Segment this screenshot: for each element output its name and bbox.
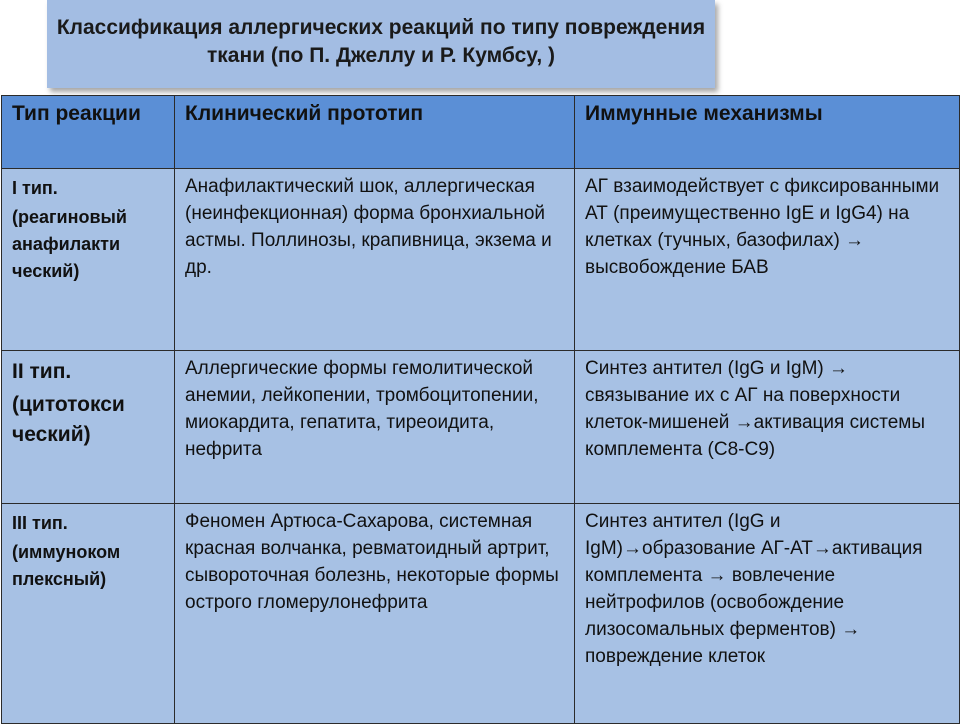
- type-name: (реагиновый анафилакти ческий): [12, 207, 127, 281]
- cell-type: [2, 351, 175, 504]
- mechanism-text: Синтез антител (IgG и IgM) → связывание их с АГ на поверхности клеток-мишеней →активация системы комплемента (С8-С9): [585, 358, 925, 460]
- cell-mechanism: [575, 169, 960, 351]
- type-number: I тип.: [12, 178, 58, 198]
- table-row: [2, 169, 960, 351]
- table-row: [2, 351, 960, 504]
- type-name: (иммуноком плексный): [12, 542, 121, 589]
- header-prototype: Клинический прототип: [175, 96, 575, 169]
- type-name: (цитотокси ческий): [12, 393, 125, 446]
- table-row: [2, 504, 960, 724]
- mechanism-text: Синтез антител (IgG и IgM)→образование АГ-АТ→активация комплемента → вовлечение нейтрофилов (освобождение лизосомальных ферментов) → повреждение клеток: [585, 511, 923, 667]
- cell-mechanism: [575, 504, 960, 724]
- slide-title-line-2: ткани (по П. Джеллу и Р. Кумбсу, ): [206, 44, 556, 67]
- header-mechanism: Иммунные механизмы: [575, 96, 960, 169]
- cell-prototype: [175, 169, 575, 351]
- mechanism-text: АГ взаимодействует с фиксированными АТ (преимущественно IgE и IgG4) на клетках (тучных, базофилах) → высвобождение БАВ: [585, 176, 940, 278]
- table-header-row: [2, 96, 960, 169]
- slide-title-box: [47, 0, 715, 88]
- prototype-text: Феномен Артюса-Сахарова, системная красная волчанка, ревматоидный артрит, сывороточная болезнь, некоторые формы острого гломерулонефрита: [185, 511, 559, 613]
- cell-prototype: [175, 504, 575, 724]
- header-type: Тип реакции: [2, 96, 175, 169]
- slide-title: [47, 0, 715, 70]
- classification-table: [1, 95, 960, 724]
- prototype-text: Анафилактический шок, аллергическая (неинфекционная) форма бронхиальной астмы. Поллинозы, крапивница, экзема и др.: [185, 176, 552, 278]
- type-number: II тип.: [12, 360, 72, 383]
- cell-prototype: [175, 351, 575, 504]
- cell-mechanism: [575, 351, 960, 504]
- prototype-text: Аллергические формы гемолитической анемии, лейкопении, тромбоцитопении, миокардита, гепатита, тиреоидита, нефрита: [185, 358, 539, 460]
- cell-type: [2, 169, 175, 351]
- type-number: III тип.: [12, 513, 68, 533]
- cell-type: [2, 504, 175, 724]
- slide-title-line-1: Классификация аллергических реакций по типу повреждения: [56, 16, 706, 39]
